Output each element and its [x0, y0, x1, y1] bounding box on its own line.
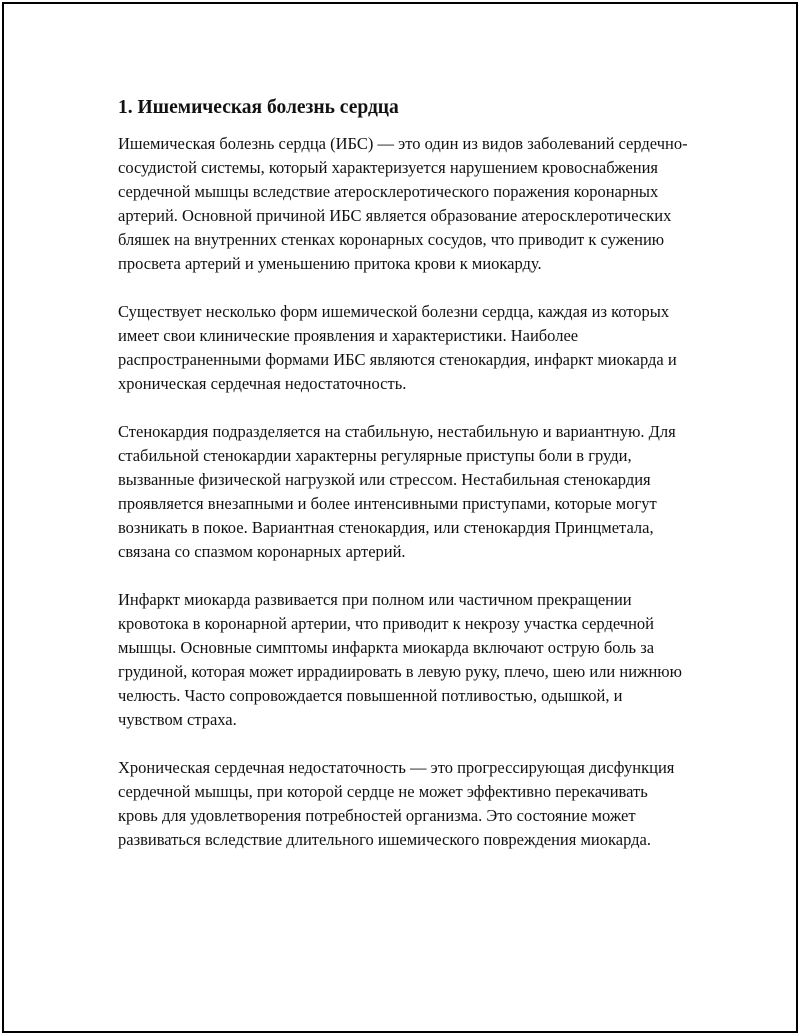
paragraph-5: Хроническая сердечная недостаточность — это прогрессирующая дисфункция сердечной мышцы, при которой сердце не может эффективно перекачивать кровь для удовлетворения потребностей организма. Это состояние может развиваться вследствие длительного ишемического повреждения миокарда.	[118, 758, 675, 849]
document-body	[118, 96, 688, 876]
paragraph-4: Инфаркт миокарда развивается при полном или частичном прекращении кровотока в коронарной артерии, что приводит к некрозу участка сердечной мышцы. Основные симптомы инфаркта миокарда включают острую боль за грудиной, которая может иррадиировать в левую руку, плечо, шею или нижнюю челюсть. Часто сопровождается повышенной потливостью, одышкой, и чувством страха.	[118, 590, 682, 729]
paragraph-1: Ишемическая болезнь сердца (ИБС) — это один из видов заболеваний сердечно-сосудистой системы, который характеризуется нарушением кровоснабжения сердечной мышцы вследствие атеросклеротического поражения коронарных артерий. Основной причиной ИБС является образование атеросклеротических бляшек на внутренних стенках коронарных сосудов, что приводит к сужению просвета артерий и уменьшению притока крови к миокарду.	[118, 134, 688, 273]
paragraph-3: Стенокардия подразделяется на стабильную, нестабильную и вариантную. Для стабильной стенокардии характерны регулярные приступы боли в груди, вызванные физической нагрузкой или стрессом. Нестабильная стенокардия проявляется внезапными и более интенсивными приступами, которые могут возникать в покое. Вариантная стенокардия, или стенокардия Принцметала, связана со спазмом коронарных артерий.	[118, 422, 676, 561]
section-heading: 1. Ишемическая болезнь сердца	[118, 97, 399, 118]
paragraph-2: Существует несколько форм ишемической болезни сердца, каждая из которых имеет свои клинические проявления и характеристики. Наиболее распространенными формами ИБС являются стенокардия, инфаркт миокарда и хроническая сердечная недостаточность.	[118, 302, 677, 393]
